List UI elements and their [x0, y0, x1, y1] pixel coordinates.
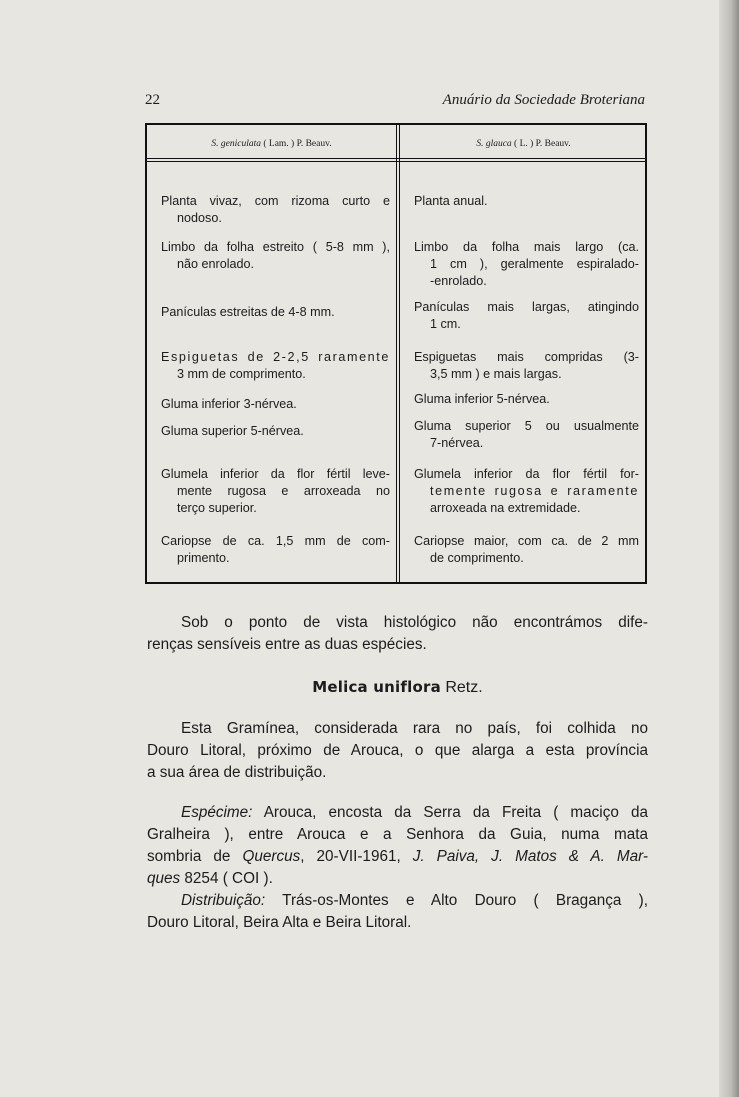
cell-line: Cariopse maior, com ca. de 2 mm [414, 534, 639, 548]
right-species-name: S. glauca [476, 139, 512, 149]
cell-line: 3,5 mm ) e mais largas. [430, 367, 562, 381]
distribution-text: Trás-os-Montes e Alto Douro ( Bragança ), [265, 892, 648, 909]
page-edge-shadow [719, 0, 739, 1097]
page-header [145, 92, 645, 114]
paragraph-line: Douro Litoral, Beira Alta e Beira Litoral. [147, 914, 412, 931]
collectors: ques [147, 870, 181, 887]
table-header-divider [147, 158, 645, 162]
right-column-header [400, 139, 647, 149]
comparison-table [145, 123, 647, 584]
table-cell-right [414, 391, 639, 408]
cell-line: de comprimento. [430, 551, 524, 565]
table-cell-right [414, 299, 639, 333]
page-number: 22 [145, 92, 160, 108]
cell-line: 1 cm. [430, 317, 461, 331]
specimen-paragraph [147, 802, 648, 890]
table-cell-right [414, 239, 639, 290]
table-cell-right [414, 193, 639, 210]
paragraph-line: Douro Litoral, próximo de Arouca, o que alarga a esta província [147, 742, 648, 759]
cell-line: primento. [177, 551, 230, 565]
table-cell-left [161, 304, 390, 321]
paragraph-line: a sua área de distribuição. [147, 764, 327, 781]
table-cell-left [161, 193, 390, 227]
paragraph-line [147, 802, 648, 824]
left-column-header [147, 139, 396, 149]
cell-line: 3 mm de comprimento. [177, 367, 306, 381]
table-column-divider [396, 125, 400, 582]
distribution-label: Distribuição: [181, 892, 266, 909]
cell-line: Cariopse de ca. 1,5 mm de com- [161, 534, 390, 548]
cell-line: Planta anual. [414, 194, 488, 208]
distribution-paragraph [147, 890, 648, 934]
table-cell-right [414, 349, 639, 383]
cell-line: Gluma superior 5-nérvea. [161, 424, 304, 438]
cell-line: -enrolado. [430, 274, 487, 288]
table-cell-left [161, 533, 390, 567]
table-cell-left [161, 466, 390, 517]
cell-line: Limbo da folha mais largo (ca. [414, 240, 639, 254]
cell-line: nodoso. [177, 211, 222, 225]
paragraph-line [147, 890, 648, 912]
specimen-text: Arouca, encosta da Serra da Freita ( maciço da [252, 804, 648, 821]
cell-line: Glumela inferior da flor fértil for- [414, 467, 639, 481]
right-species-authority: ( L. ) P. Beauv. [511, 139, 571, 149]
cell-line: Gluma inferior 5-nérvea. [414, 392, 550, 406]
paragraph-line [147, 868, 648, 890]
table-cell-left [161, 396, 390, 413]
paragraph-line [147, 846, 648, 868]
table-cell-right [414, 466, 639, 517]
cell-line: Panículas estreitas de 4-8 mm. [161, 305, 335, 319]
specimen-text: , 20-VII-1961, [300, 848, 413, 865]
table-cell-left [161, 239, 390, 273]
paragraph-line: Gralheira ), entre Arouca e a Senhora da Guia, numa mata [147, 826, 648, 843]
cell-line: terço superior. [177, 501, 257, 515]
species-author: Retz. [440, 679, 483, 696]
specimen-label: Espécime: [181, 804, 253, 821]
left-species-authority: ( Lam. ) P. Beauv. [260, 139, 332, 149]
cell-line: Gluma superior 5 ou usualmente [414, 419, 639, 433]
table-cell-left [161, 349, 390, 383]
cell-line: mente rugosa e arroxeada no [177, 484, 390, 498]
cell-line: Panículas mais largas, atingindo [414, 300, 639, 314]
table-cell-right [414, 418, 639, 452]
histology-paragraph [147, 612, 648, 656]
cell-line: 7-nérvea. [430, 436, 484, 450]
paragraph-line: Sob o ponto de vista histológico não encontrámos dife- [181, 614, 648, 631]
genus-name: Quercus [242, 848, 301, 865]
cell-line: Glumela inferior da flor fértil leve- [161, 467, 390, 481]
cell-line: temente rugosa e raramente [430, 484, 639, 498]
species-heading [147, 678, 648, 697]
specimen-text: sombria de [147, 848, 243, 865]
left-species-name: S. geniculata [211, 139, 261, 149]
cell-line: Espiguetas mais compridas (3- [414, 350, 639, 364]
cell-line: Gluma inferior 3-nérvea. [161, 397, 297, 411]
table-cell-right [414, 533, 639, 567]
table-cell-left [161, 423, 390, 440]
cell-line: Espiguetas de 2-2,5 raramente [161, 350, 390, 364]
species-name: Melica uniflora [312, 678, 441, 696]
paragraph-line: Esta Gramínea, considerada rara no país, foi colhida no [181, 720, 648, 737]
specimen-text: 8254 ( COI ). [180, 870, 273, 887]
cell-line: arroxeada na extremidade. [430, 501, 581, 515]
cell-line: não enrolado. [177, 257, 255, 271]
cell-line: Planta vivaz, com rizoma curto e [161, 194, 390, 208]
cell-line: 1 cm ), geralmente espiralado- [430, 257, 639, 271]
intro-paragraph [147, 718, 648, 784]
paragraph-line: renças sensíveis entre as duas espécies. [147, 636, 427, 653]
collectors: J. Paiva, J. Matos & A. Mar- [412, 848, 649, 865]
cell-line: Limbo da folha estreito ( 5-8 mm ), [161, 240, 390, 254]
running-title: Anuário da Sociedade Broteriana [442, 92, 645, 108]
